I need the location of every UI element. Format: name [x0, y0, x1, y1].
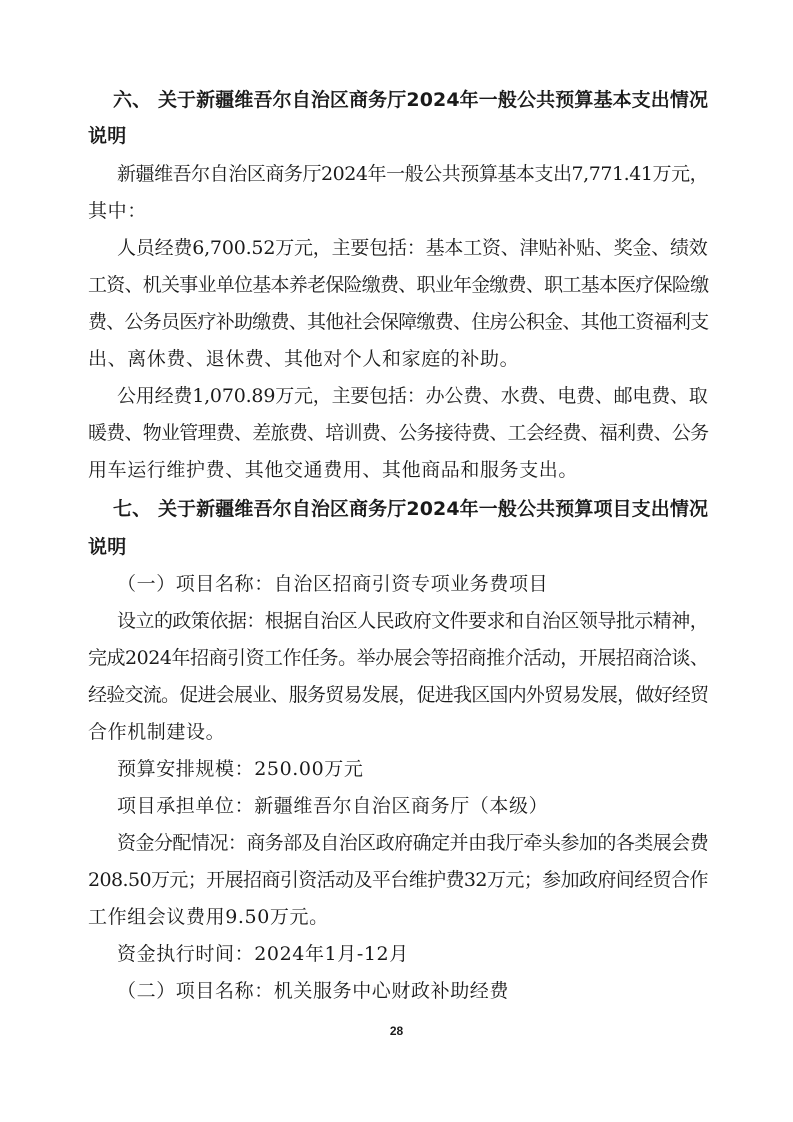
paragraph-line: 用车运行维护费、其他交通费用、其他商品和服务支出。: [88, 459, 579, 481]
paragraph-line: 工作组会议费用9.50万元。: [88, 906, 329, 928]
paragraph-line: 人员经费6,700.52万元，主要包括：基本工资、津贴补贴、奖金、绩效: [117, 237, 708, 259]
paragraph-line: 项目承担单位：新疆维吾尔自治区商务厅（本级）: [117, 795, 549, 817]
paragraph-line: （二）项目名称：机关服务中心财政补助经费: [117, 980, 510, 1002]
paragraph-line: 208.50万元；开展招商引资活动及平台维护费32万元；参加政府间经贸合作: [88, 869, 708, 891]
paragraph-line: 资金执行时间：2024年1月-12月: [117, 943, 409, 965]
paragraph-line: 设立的政策依据：根据自治区人民政府文件要求和自治区领导批示精神，: [117, 610, 709, 632]
page-number: 28: [389, 1024, 404, 1038]
paragraph-line: 出、离休费、退休费、其他对个人和家庭的补助。: [88, 348, 520, 370]
paragraph-line: 预算安排规模：250.00万元: [117, 758, 364, 780]
paragraph-line: 公用经费1,070.89万元，主要包括：办公费、水费、电费、邮电费、取: [117, 385, 708, 407]
section-heading-6-cont: 说明: [88, 125, 127, 147]
paragraph-line: 新疆维吾尔自治区商务厅2024年一般公共预算基本支出7,771.41万元，: [117, 163, 709, 185]
section-heading-7: 七、 关于新疆维吾尔自治区商务厅2024年一般公共预算项目支出情况: [113, 498, 709, 520]
paragraph-line: 工资、机关事业单位基本养老保险缴费、职业年金缴费、职工基本医疗保险缴: [88, 274, 709, 296]
paragraph-line: 完成2024年招商引资工作任务。举办展会等招商推介活动，开展招商洽谈、: [88, 647, 709, 669]
paragraph-line: 资金分配情况：商务部及自治区政府确定并由我厅牵头参加的各类展会费: [117, 832, 709, 854]
section-heading-6: 六、 关于新疆维吾尔自治区商务厅2024年一般公共预算基本支出情况: [113, 89, 709, 111]
paragraph-line: 费、公务员医疗补助缴费、其他社会保障缴费、住房公积金、其他工资福利支: [88, 311, 709, 333]
paragraph-line: 其中：: [88, 200, 147, 222]
paragraph-line: 经验交流。促进会展业、服务贸易发展，促进我区国内外贸易发展，做好经贸: [88, 684, 709, 706]
paragraph-line: （一）项目名称：自治区招商引资专项业务费项目: [117, 573, 549, 595]
paragraph-line: 暖费、物业管理费、差旅费、培训费、公务接待费、工会经费、福利费、公务: [88, 422, 709, 444]
section-heading-7-cont: 说明: [88, 536, 127, 558]
paragraph-line: 合作机制建设。: [88, 721, 226, 743]
